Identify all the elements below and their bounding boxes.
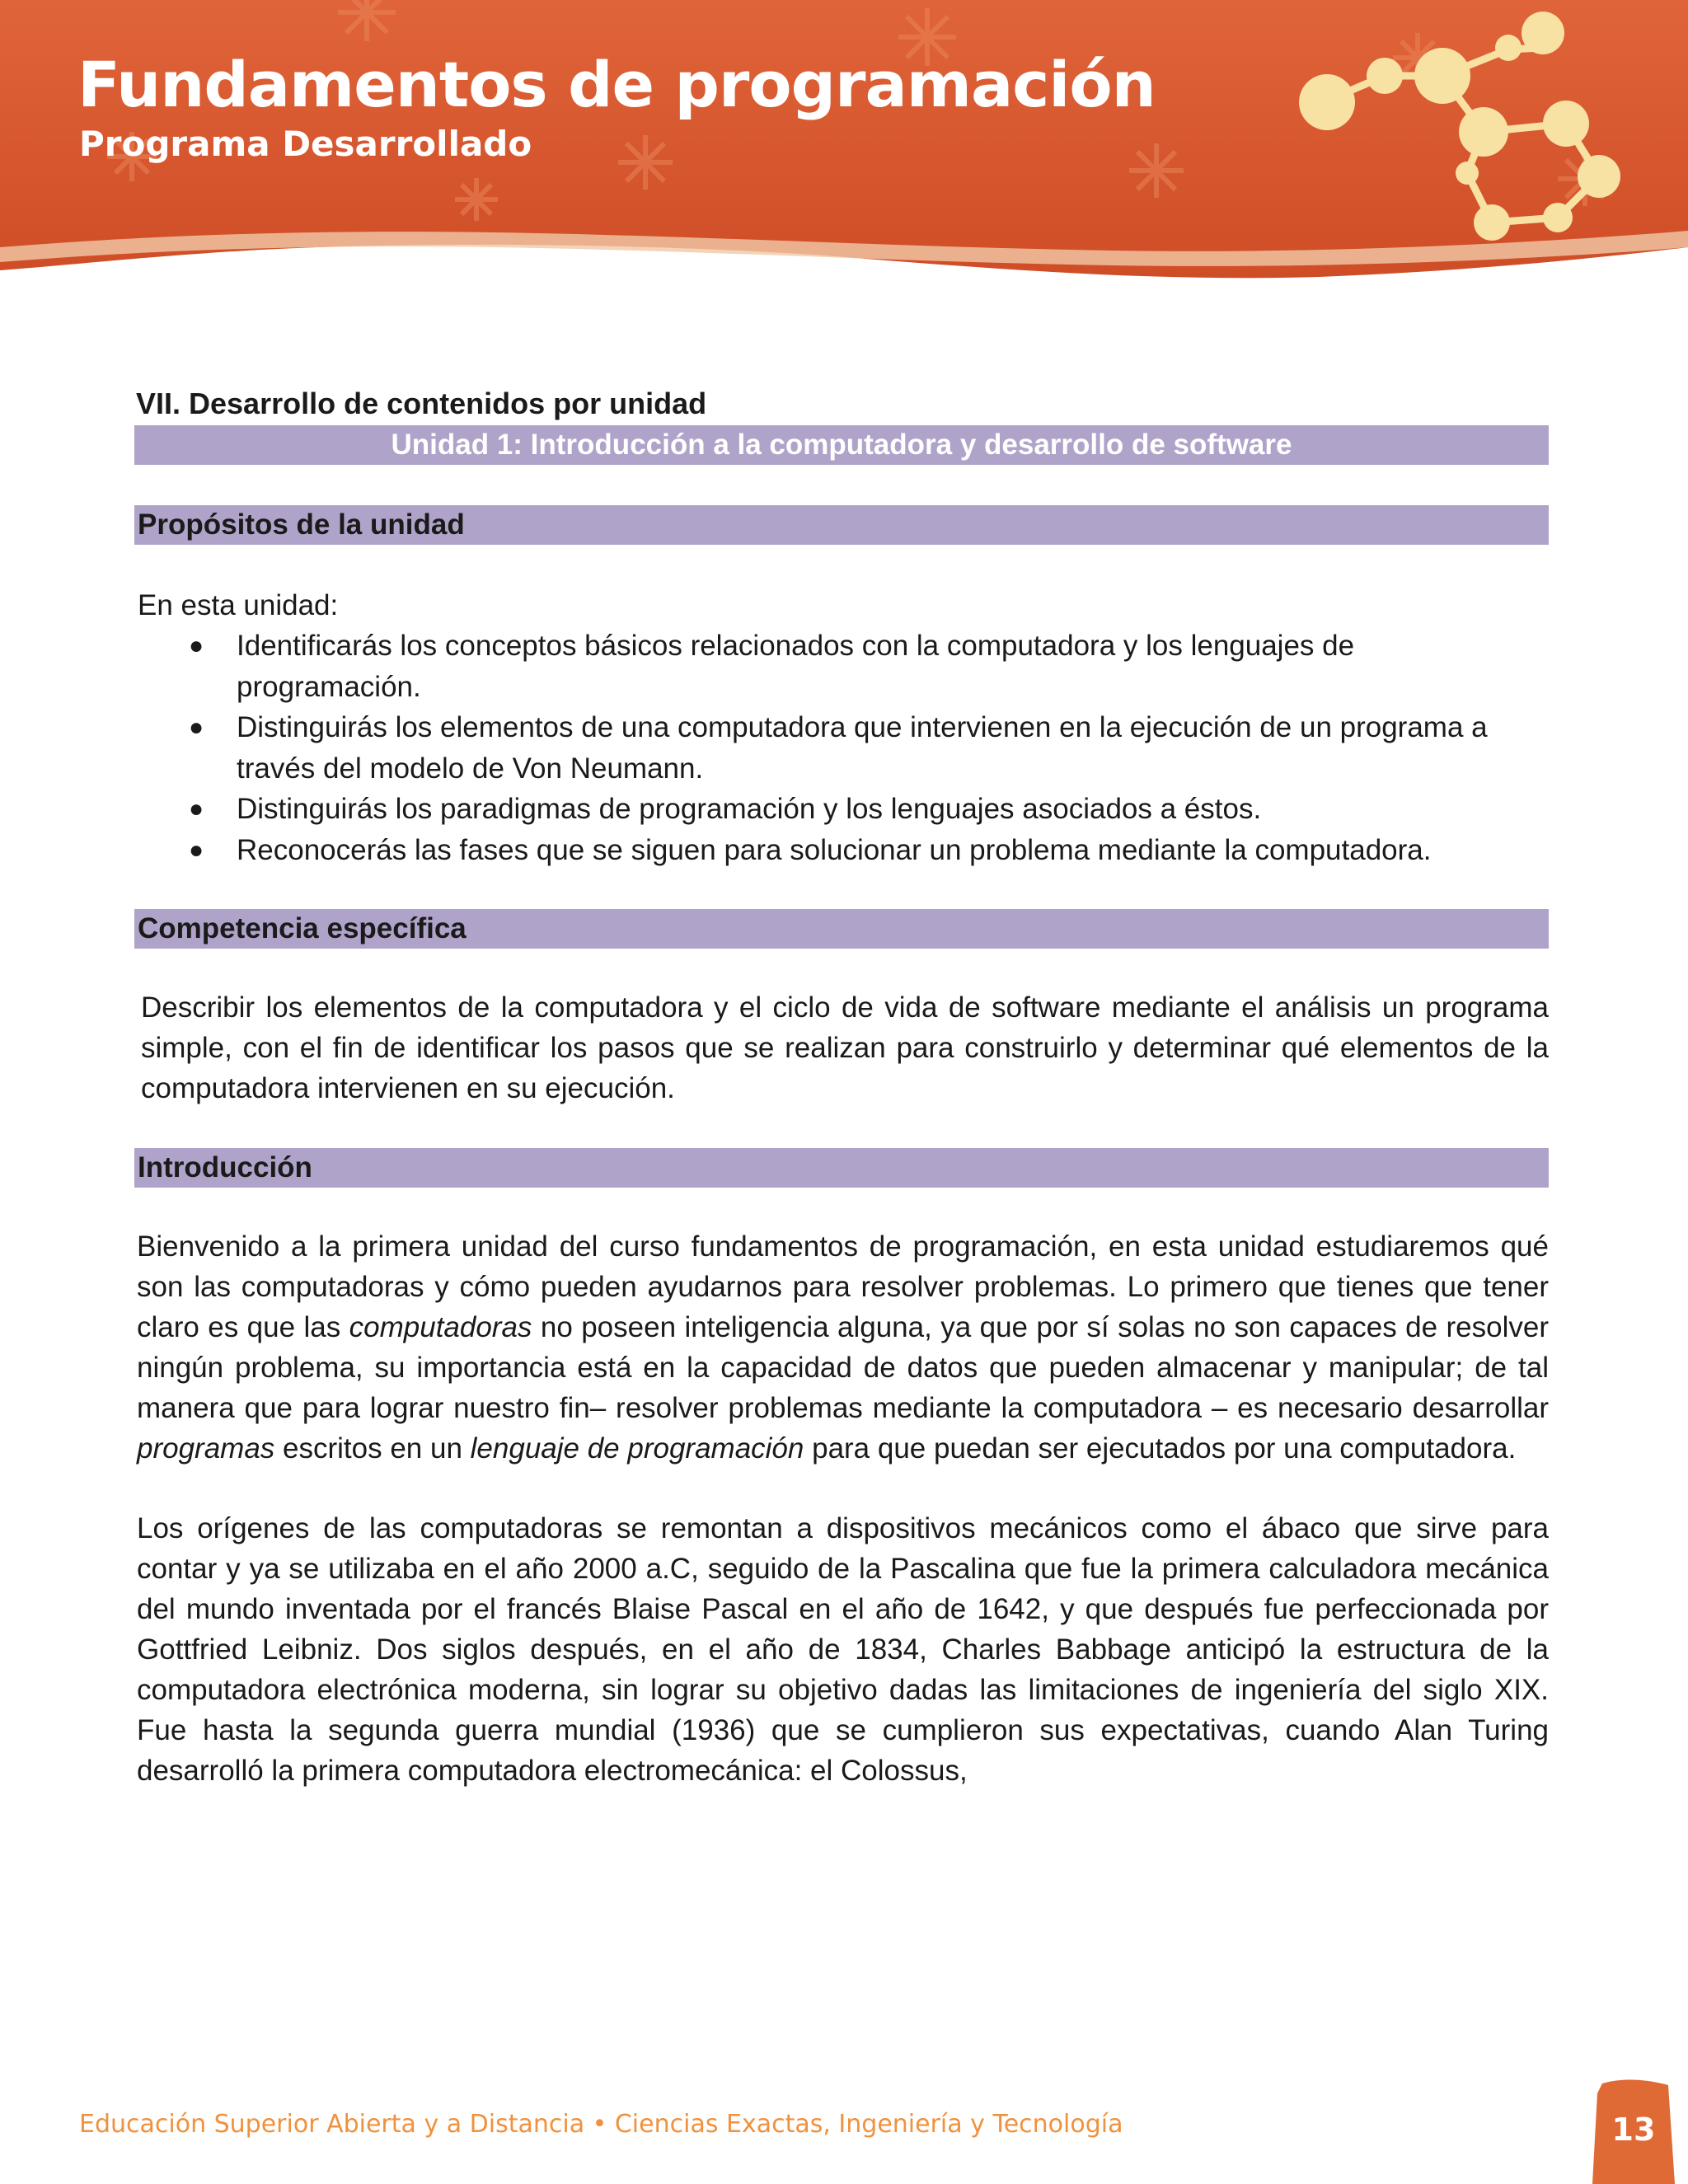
introduction-heading: Introducción — [134, 1148, 1549, 1188]
bullet-icon: ● — [189, 795, 204, 823]
purposes-heading: Propósitos de la unidad — [134, 505, 1549, 545]
bullet-icon: ● — [189, 632, 204, 659]
header-banner — [0, 0, 1688, 297]
bullet-icon: ● — [189, 836, 204, 864]
document-subtitle: Programa Desarrollado — [79, 124, 532, 164]
list-item: ● Distinguirás los elementos de una computadora que intervienen en la ejecución de un programa a través del modelo de Von Neumann. — [237, 707, 1549, 789]
list-item: ● Reconocerás las fases que se siguen para solucionar un problema mediante la computadora. — [237, 830, 1549, 871]
molecule-icon — [1269, 0, 1648, 247]
list-item: ● Distinguirás los paradigmas de programación y los lenguajes asociados a éstos. — [237, 789, 1549, 830]
introduction-paragraph-1: Bienvenido a la primera unidad del curso fundamentos de programación, en esta unidad estudiaremos qué son las computadoras y cómo pueden ayudarnos para resolver problemas. Lo primero que tienes que tener claro es que las computadoras no poseen inteligencia alguna, ya que por sí solas no son capaces de resolver ningún problema, su importancia está en la capacidad de datos que pueden almacenar y manipular; de tal manera que para lograr nuestro fin– resolver problemas mediante la computadora – es necesario desarrollar programas escritos en un lenguaje de programación para que puedan ser ejecutados por una computadora. — [137, 1230, 1549, 1465]
page-number: 13 — [1611, 2111, 1656, 2148]
bullet-icon: ● — [189, 714, 204, 741]
main-content — [134, 384, 1549, 1791]
purposes-list — [134, 626, 1549, 870]
list-item: ● Identificarás los conceptos básicos relacionados con la computadora y los lenguajes de programación. — [237, 626, 1549, 707]
document-title: Fundamentos de programación — [77, 48, 1156, 121]
section-heading: VII. Desarrollo de contenidos por unidad — [136, 387, 707, 420]
competence-text: Describir los elementos de la computadora y el ciclo de vida de software mediante el análisis un programa simple, con el fin de identificar los pasos que se realizan para construirlo y determinar qué elementos de la computadora intervienen en su ejecución. — [141, 991, 1549, 1104]
introduction-paragraph-2: Los orígenes de las computadoras se remontan a dispositivos mecánicos como el ábaco que sirve para contar y ya se utilizaba en el año 2000 a.C, seguido de la Pascalina que fue la primera calculadora mecánica del mundo inventada por el francés Blaise Pascal en el año de 1642, y que después fue perfeccionada por Gottfried Leibniz. Dos siglos después, en el año de 1834, Charles Babbage anticipó la estructura de la computadora electrónica moderna, sin lograr su objetivo dadas las limitaciones de ingeniería del siglo XIX. Fue hasta la segunda guerra mundial (1936) que se cumplieron sus expectativas, cuando Alan Turing desarrolló la primera computadora electromecánica: el Colossus, — [137, 1512, 1549, 1787]
unit-title-bar: Unidad 1: Introducción a la computadora y desarrollo de software — [134, 425, 1549, 465]
footer-text: Educación Superior Abierta y a Distancia • Ciencias Exactas, Ingeniería y Tecnología — [79, 2110, 1123, 2139]
competence-heading: Competencia específica — [134, 909, 1549, 949]
purposes-intro: En esta unidad: — [138, 589, 339, 621]
